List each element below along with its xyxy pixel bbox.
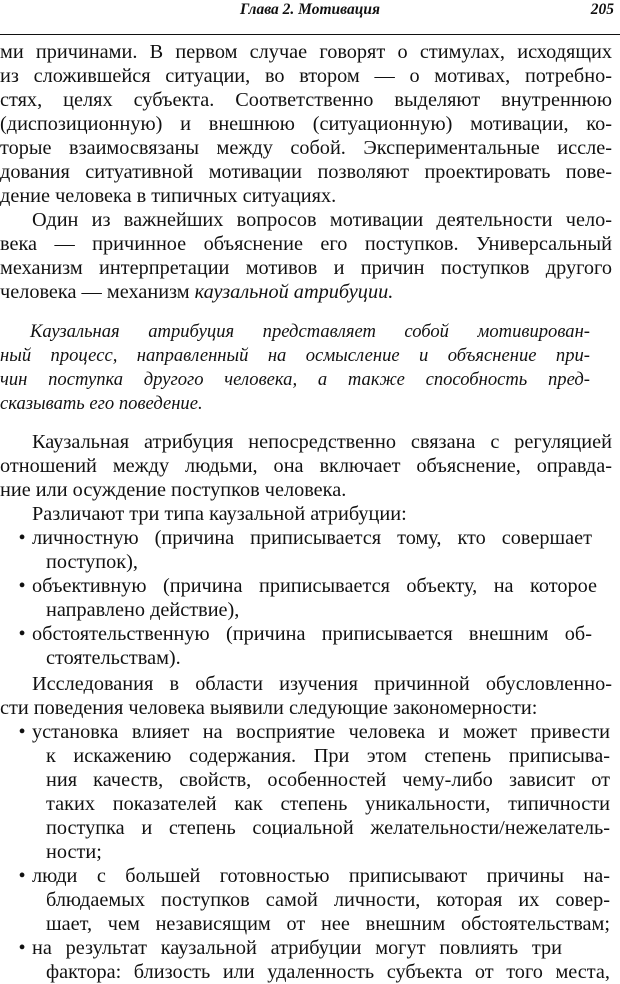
text-line: дение человека в типичных ситуациях. <box>0 185 337 207</box>
list-item-line: фактора: близость или удаленность субъекта от того места, <box>46 961 610 983</box>
page-number: 205 <box>590 1 614 18</box>
list-item-line: таких показателей как степень уникальности, типичности <box>46 793 610 815</box>
text-line: ние или осуждение поступков человека. <box>0 479 347 501</box>
text-line: Один из важнейших вопросов мотивации деятельности чело- <box>32 209 612 231</box>
list-item-line: к искажению содержания. При этом степень приписыва- <box>46 745 610 767</box>
list-item-line: на результат каузальной атрибуции могут повлиять три <box>32 937 562 959</box>
chapter-title: Глава 2. Мотивация <box>240 1 380 18</box>
list-item-line: личностную (причина приписывается тому, кто совершает <box>32 527 592 549</box>
text-line: из сложившейся ситуации, во втором — о мотивах, потребно- <box>0 65 612 87</box>
text-line: ми причинами. В первом случае говорят о стимулах, исходящих <box>0 41 612 63</box>
list-item-line: стоятельствам). <box>46 647 181 669</box>
list-item-line: ности; <box>46 841 102 863</box>
bullet-icon: • <box>18 865 26 887</box>
text-line: Исследования в области изучения причинной обусловленно- <box>32 673 612 695</box>
text-line: века — причинное объяснение его поступков. Универсальный <box>0 233 612 255</box>
definition-line: сказывать его поведение. <box>0 393 203 414</box>
text-line: механизм интерпретации мотивов и причин поступков другого <box>0 257 612 279</box>
list-item-line: ния качеств, свойств, особенностей чему-либо зависит от <box>46 769 610 791</box>
text-line: торые взаимосвязаны между собой. Экспериментальные иссле- <box>0 137 612 159</box>
text-line: Различают три типа каузальной атрибуции: <box>32 503 407 525</box>
bullet-icon: • <box>18 937 26 959</box>
list-item-line: поступок), <box>46 551 138 573</box>
plain-text: человека — механизм <box>0 281 195 303</box>
list-item-line: люди с большей готовностью приписывают причины на- <box>32 865 610 887</box>
running-head <box>0 0 620 35</box>
bullet-icon: • <box>18 527 26 549</box>
text-line: стях, целях субъекта. Соответственно выделяют внутреннюю <box>0 89 612 111</box>
list-item-line: блюдаемых поступков самой личности, которая их совер- <box>46 889 610 911</box>
text-line: (диспозиционную) и внешнюю (ситуационную) мотивации, ко- <box>0 113 612 135</box>
list-item-line: поступка и степень социальной желательности/нежелатель- <box>46 817 610 839</box>
bullet-icon: • <box>18 721 26 743</box>
definition-line: Каузальная атрибуция представляет собой мотивирован- <box>30 321 590 342</box>
bullet-icon: • <box>18 623 26 645</box>
list-item-line: направлено действие), <box>46 599 240 621</box>
text-line: дования ситуативной мотивации позволяют проектировать пове- <box>0 161 612 183</box>
definition-line: чин поступка другого человека, а также способность пред- <box>0 369 590 390</box>
emphasis-term: каузальной атрибуции. <box>194 281 394 303</box>
text-line: Каузальная атрибуция непосредственно связана с регуляцией <box>32 431 612 453</box>
list-item-line: шает, чем независящим от нее внешним обстоятельствам; <box>46 913 610 935</box>
text-line <box>0 280 393 304</box>
text-line: отношений между людьми, она включает объяснение, оправда- <box>0 455 612 477</box>
list-item-line: обстоятельственную (причина приписывается внешним об- <box>32 623 592 645</box>
bullet-icon: • <box>18 575 26 597</box>
definition-line: ный процесс, направленный на осмысление и объяснение при- <box>0 345 590 366</box>
list-item-line: установка влияет на восприятие человека и может привести <box>32 721 610 743</box>
text-line: сти поведения человека выявили следующие закономерности: <box>0 697 538 719</box>
list-item-line: объективную (причина приписывается объекту, на которое <box>32 575 597 597</box>
